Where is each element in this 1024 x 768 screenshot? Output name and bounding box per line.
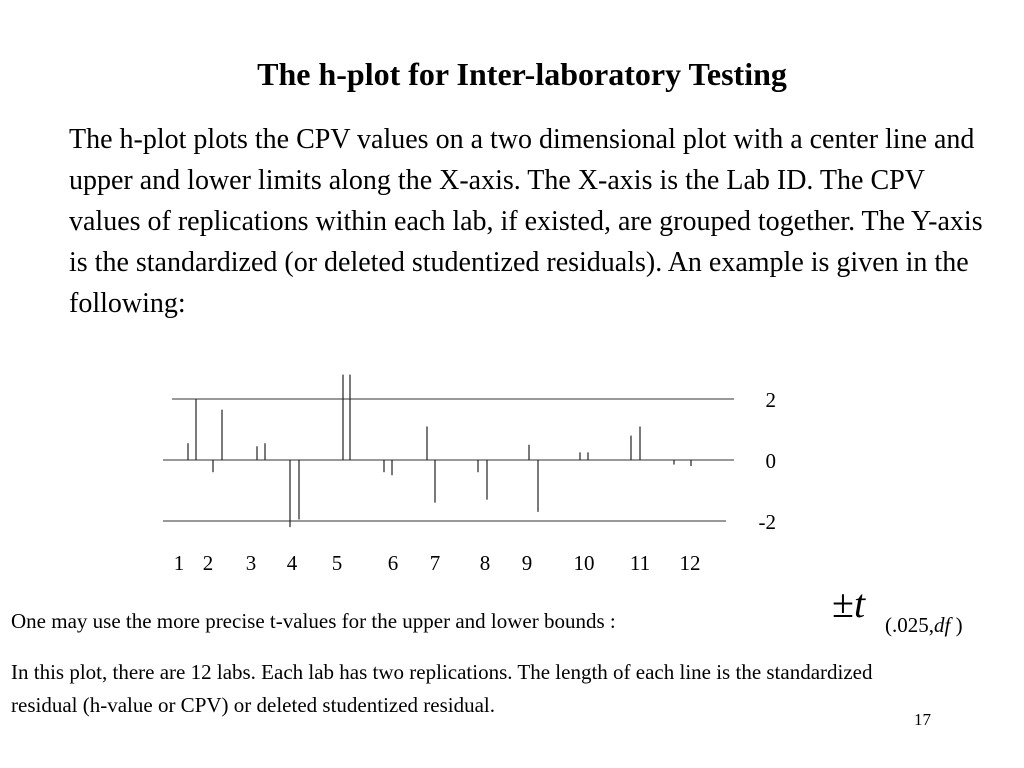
description-paragraph: [11, 656, 931, 722]
page-number: 17: [914, 710, 931, 729]
x-tick-label-11: 11: [629, 551, 651, 575]
x-tick-label-3: 3: [245, 551, 257, 575]
x-tick-label-8: 8: [479, 551, 491, 575]
t-symbol: t: [853, 581, 866, 626]
x-tick-label-2: 2: [202, 551, 214, 575]
slide-title: The h-plot for Inter-laboratory Testing: [257, 56, 787, 92]
x-tick-label-1: 1: [173, 551, 185, 575]
t-subscript-alpha: (.025,: [885, 613, 934, 637]
x-tick-label-6: 6: [387, 551, 399, 575]
reference-label-2: 2: [765, 388, 776, 412]
bounds-sentence: One may use the more precise t-values for the upper and lower bounds :: [11, 609, 616, 633]
x-tick-label-9: 9: [521, 551, 533, 575]
x-tick-label-5: 5: [331, 551, 343, 575]
x-tick-label-12: 12: [679, 551, 701, 575]
t-subscript: [885, 610, 963, 640]
reference-label-minus2: -2: [758, 510, 776, 534]
t-subscript-df: df: [934, 613, 951, 637]
intro-text: The h-plot plots the CPV values on a two dimensional plot with a center line and upper and lower limits along the X-axis. The X-axis is the Lab ID. The CPV values of replications within each lab, if existed, are grouped together. The Y-axis is the standardized (or deleted studentized residuals). An example is given in the following:: [69, 124, 983, 319]
reference-label-0: 0: [765, 449, 776, 473]
t-subscript-close: ): [950, 613, 963, 637]
x-tick-label-10: 10: [573, 551, 595, 575]
plus-minus-sign: ±: [832, 581, 854, 626]
x-tick-label-7: 7: [429, 551, 441, 575]
t-value-formula: [832, 580, 865, 628]
description-text: In this plot, there are 12 labs. Each lab has two replications. The length of each line is the standardized residual (h-value or CPV) or deleted studentized residual.: [11, 660, 873, 717]
x-tick-label-4: 4: [286, 551, 298, 575]
